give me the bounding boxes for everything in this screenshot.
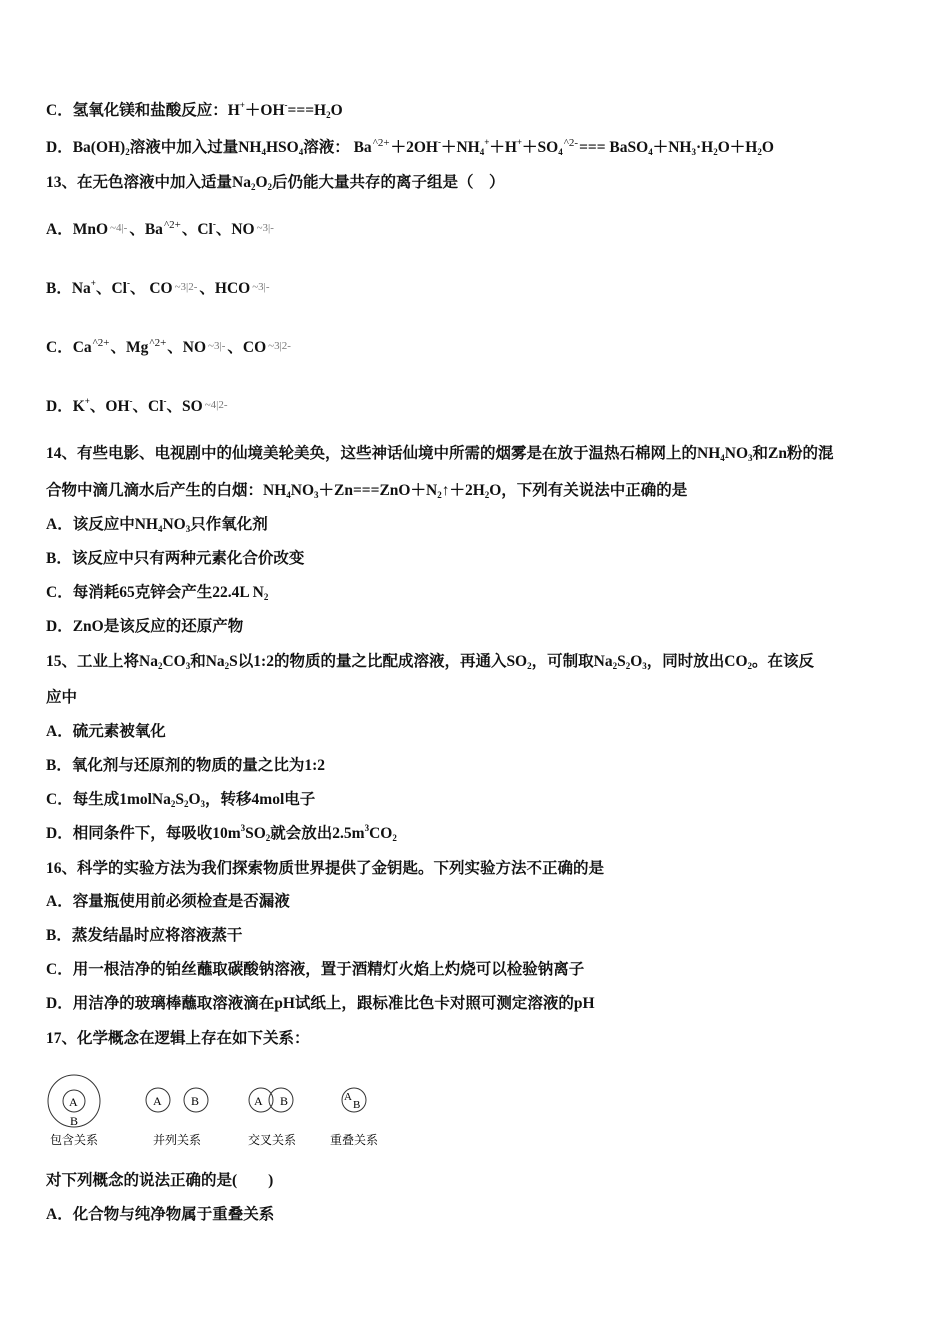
text-segment: A．硫元素被氧化: [46, 723, 166, 740]
text-segment: 和Zn粉的混: [752, 445, 834, 462]
text-line: [46, 338, 293, 358]
text-line: [46, 173, 505, 193]
text-segment: 、NO: [167, 339, 207, 356]
text-segment: C．每消耗65克锌会产生22.4L N: [46, 584, 264, 601]
overlap-b: B: [353, 1099, 361, 1111]
text-segment: ，可制取Na: [531, 653, 613, 670]
ion-charge-label: ~3|2-: [174, 281, 198, 293]
text-line: [46, 1205, 274, 1225]
text-segment: C．用一根洁净的铂丝蘸取碳酸钠溶液，置于酒精灯火焰上灼烧可以检验钠离子: [46, 961, 585, 978]
text-segment: A．容量瓶使用前必须检查是否漏液: [46, 893, 290, 910]
text-segment: CO: [369, 825, 393, 842]
text-segment: S: [175, 791, 184, 808]
text-segment: 、NO: [215, 221, 255, 238]
text-segment: 对下列概念的说法正确的是( ): [46, 1172, 274, 1189]
text-line: [46, 397, 230, 417]
text-segment: C．氢氧化镁和盐酸反应：H: [46, 102, 240, 119]
text-segment: ＋SO: [522, 139, 559, 156]
text-line: [46, 790, 315, 810]
text-segment: 2: [267, 182, 273, 192]
text-line: [46, 549, 304, 569]
text-segment: 、Cl: [181, 221, 213, 238]
text-segment: ＋NH: [440, 139, 480, 156]
text-segment: +: [84, 396, 90, 406]
text-segment: 、CO: [227, 339, 267, 356]
text-segment: 4: [558, 147, 563, 157]
text-segment: ，同时放出CO: [646, 653, 748, 670]
text-segment: +: [484, 137, 490, 147]
text-line: [46, 722, 166, 742]
text-line: [46, 652, 814, 672]
text-segment: ===H: [287, 102, 327, 119]
text-segment: 合物中滴几滴水后产生的白烟：NH: [46, 482, 287, 499]
intersect-b: B: [280, 1094, 289, 1108]
text-segment: 2: [747, 661, 753, 671]
text-segment: 后仍能大量共存的离子组是（ ）: [272, 174, 505, 191]
text-segment: 2: [250, 182, 256, 192]
text-segment: 2: [224, 661, 230, 671]
text-segment: -: [212, 219, 216, 229]
text-segment: 溶液中加入过量NH: [129, 139, 262, 156]
text-segment: 4: [720, 453, 725, 463]
ion-charge-superscript: ^2+: [92, 337, 110, 349]
ion-charge-label: ~3|2-: [268, 340, 291, 352]
text-segment: 、Cl: [132, 398, 164, 415]
text-line: [46, 960, 584, 980]
parallel-a: A: [153, 1094, 162, 1108]
text-segment: +: [90, 278, 96, 288]
ion-charge-label: ~3|-: [208, 340, 226, 352]
text-segment: O＋H: [717, 139, 758, 156]
text-segment: 、OH: [89, 398, 130, 415]
text-segment: O，下列有关说法中正确的是: [489, 482, 688, 499]
text-line: [46, 101, 343, 121]
text-segment: D．相同条件下，每吸收10m: [46, 825, 241, 842]
text-segment: B．该反应中只有两种元素化合价改变: [46, 550, 305, 567]
text-segment: 只作氧化剂: [190, 516, 268, 533]
text-segment: 2: [170, 799, 176, 809]
text-segment: D．ZnO是该反应的还原产物: [46, 618, 244, 635]
text-segment: 13、在无色溶液中加入适量Na: [46, 174, 251, 191]
text-segment: B．蒸发结晶时应将溶液蒸干: [46, 927, 243, 944]
text-segment: ，转移4mol电子: [205, 791, 316, 808]
text-segment: 。在该反: [752, 653, 815, 670]
text-line: [46, 1171, 273, 1191]
text-segment: A．化合物与纯净物属于重叠关系: [46, 1206, 275, 1223]
text-segment: D．用洁净的玻璃棒蘸取溶液滴在pH试纸上，跟标准比色卡对照可测定溶液的pH: [46, 995, 595, 1012]
intersect-a: A: [254, 1094, 263, 1108]
text-segment: 3: [748, 453, 753, 463]
text-segment: 2: [437, 490, 442, 500]
text-segment: NO: [290, 482, 315, 499]
ion-charge-superscript: ^2+: [149, 337, 167, 349]
ion-charge-label: ~3|-: [256, 222, 274, 234]
text-segment: 3: [314, 490, 319, 500]
text-line: [46, 994, 595, 1014]
text-segment: 4: [261, 147, 266, 157]
text-segment: 2: [125, 147, 130, 157]
text-segment: ＋NH: [652, 139, 692, 156]
text-segment: O: [330, 102, 343, 119]
text-segment: D．K: [46, 398, 85, 415]
text-segment: 3: [240, 823, 246, 833]
text-segment: 4: [298, 147, 304, 157]
text-segment: ＋OH: [244, 102, 285, 119]
text-segment: 17、化学概念在逻辑上存在如下关系：: [46, 1030, 310, 1047]
ion-charge-superscript: ^2-: [563, 137, 579, 149]
label-intersect: 交叉关系: [248, 1133, 297, 1147]
text-line: [46, 583, 268, 603]
text-line: [46, 892, 290, 912]
text-segment: HSO: [265, 139, 299, 156]
text-line: [46, 515, 268, 535]
text-segment: 2: [392, 833, 397, 843]
text-segment: ＋H: [489, 139, 517, 156]
text-segment: 、 CO: [129, 280, 173, 297]
text-segment: 3: [185, 661, 191, 671]
text-line: [46, 688, 77, 708]
text-segment: A．MnO: [46, 221, 109, 238]
text-segment: 3: [185, 524, 191, 534]
ion-charge-label: ~3|-: [252, 281, 270, 293]
text-segment: 2: [183, 799, 189, 809]
text-segment: O: [255, 174, 268, 191]
text-segment: 2: [757, 147, 762, 157]
text-segment: -: [129, 396, 133, 406]
text-line: [46, 444, 833, 464]
text-segment: ＋Zn===ZnO＋N: [318, 482, 438, 499]
inclusion-a: A: [69, 1095, 78, 1109]
text-segment: 4: [479, 147, 485, 157]
text-segment: -: [163, 396, 167, 406]
text-segment: ＋2OH: [390, 139, 438, 156]
parallel-b: B: [191, 1094, 200, 1108]
text-segment: 4: [286, 490, 291, 500]
text-segment: 2: [484, 490, 490, 500]
text-segment: 2: [713, 147, 718, 157]
text-segment: NO: [724, 445, 749, 462]
label-overlap: 重叠关系: [330, 1133, 379, 1147]
text-line: [46, 617, 243, 637]
label-parallel: 并列关系: [153, 1133, 202, 1147]
concept-relationship-diagram: [46, 1070, 406, 1160]
text-segment: +: [516, 137, 523, 147]
text-segment: S: [617, 653, 626, 670]
text-segment: D．Ba(OH): [46, 139, 126, 156]
inclusion-b: B: [70, 1114, 79, 1128]
text-segment: ↑＋2H: [441, 482, 485, 499]
text-segment: 2: [265, 833, 271, 843]
text-line: [46, 481, 687, 501]
text-segment: 2: [625, 661, 631, 671]
text-segment: 2: [326, 110, 331, 120]
label-inclusion: 包含关系: [50, 1133, 99, 1147]
text-segment: C．每生成1molNa: [46, 791, 171, 808]
text-segment: SO: [245, 825, 266, 842]
ion-charge-label: ~4|-: [110, 222, 128, 234]
text-line: [46, 138, 774, 158]
text-line: [46, 1029, 310, 1049]
text-segment: 应中: [46, 689, 78, 706]
text-segment: 3: [200, 799, 206, 809]
text-segment: 15、工业上将Na: [46, 653, 158, 670]
text-segment: S以1:2的物质的量之比配成溶液，再通入SO: [229, 653, 528, 670]
text-segment: O: [630, 653, 643, 670]
text-segment: -: [284, 100, 288, 110]
text-segment: CO: [162, 653, 186, 670]
text-segment: O: [188, 791, 201, 808]
text-segment: 就会放出2.5m: [270, 825, 365, 842]
text-segment: === BaSO: [579, 139, 649, 156]
text-segment: 3: [364, 823, 370, 833]
text-segment: 4: [157, 524, 163, 534]
text-segment: B．Na: [46, 280, 91, 297]
text-segment: 、Mg: [110, 339, 149, 356]
text-segment: 、Ba: [129, 221, 163, 238]
text-line: [46, 756, 325, 776]
text-line: [46, 859, 604, 879]
text-segment: 2: [157, 661, 163, 671]
text-line: [46, 220, 276, 240]
text-segment: 16、科学的实验方法为我们探索物质世界提供了金钥匙。下列实验方法不正确的是: [46, 860, 605, 877]
text-segment: 2: [612, 661, 618, 671]
text-segment: A．该反应中NH: [46, 516, 158, 533]
text-segment: 溶液： Ba: [303, 139, 372, 156]
text-segment: 14、有些电影、电视剧中的仙境美轮美奂，这些神话仙境中所需的烟雾是在放于温热石棉网上的NH: [46, 445, 721, 462]
text-line: [46, 824, 397, 844]
text-segment: -: [437, 137, 441, 147]
text-segment: 2: [527, 661, 532, 671]
ion-charge-label: ~4|2-: [204, 399, 228, 411]
text-segment: +: [239, 100, 245, 110]
text-line: [46, 926, 242, 946]
text-segment: B．氧化剂与还原剂的物质的量之比为1:2: [46, 757, 326, 774]
text-segment: 、Cl: [95, 280, 127, 297]
text-segment: NO: [162, 516, 186, 533]
text-segment: O: [761, 139, 774, 156]
text-segment: 2: [263, 592, 269, 602]
text-segment: 和Na: [190, 653, 225, 670]
text-segment: 3: [642, 661, 647, 671]
text-segment: 4: [648, 147, 653, 157]
text-segment: 、SO: [166, 398, 203, 415]
text-segment: 3: [691, 147, 696, 157]
text-segment: -: [126, 278, 130, 288]
overlap-a: A: [344, 1091, 352, 1103]
text-segment: 、HCO: [199, 280, 251, 297]
text-line: [46, 279, 272, 299]
ion-charge-superscript: ^2+: [163, 219, 181, 231]
text-segment: ·H: [695, 139, 714, 156]
text-segment: C．Ca: [46, 339, 92, 356]
ion-charge-superscript: ^2+: [372, 137, 390, 149]
